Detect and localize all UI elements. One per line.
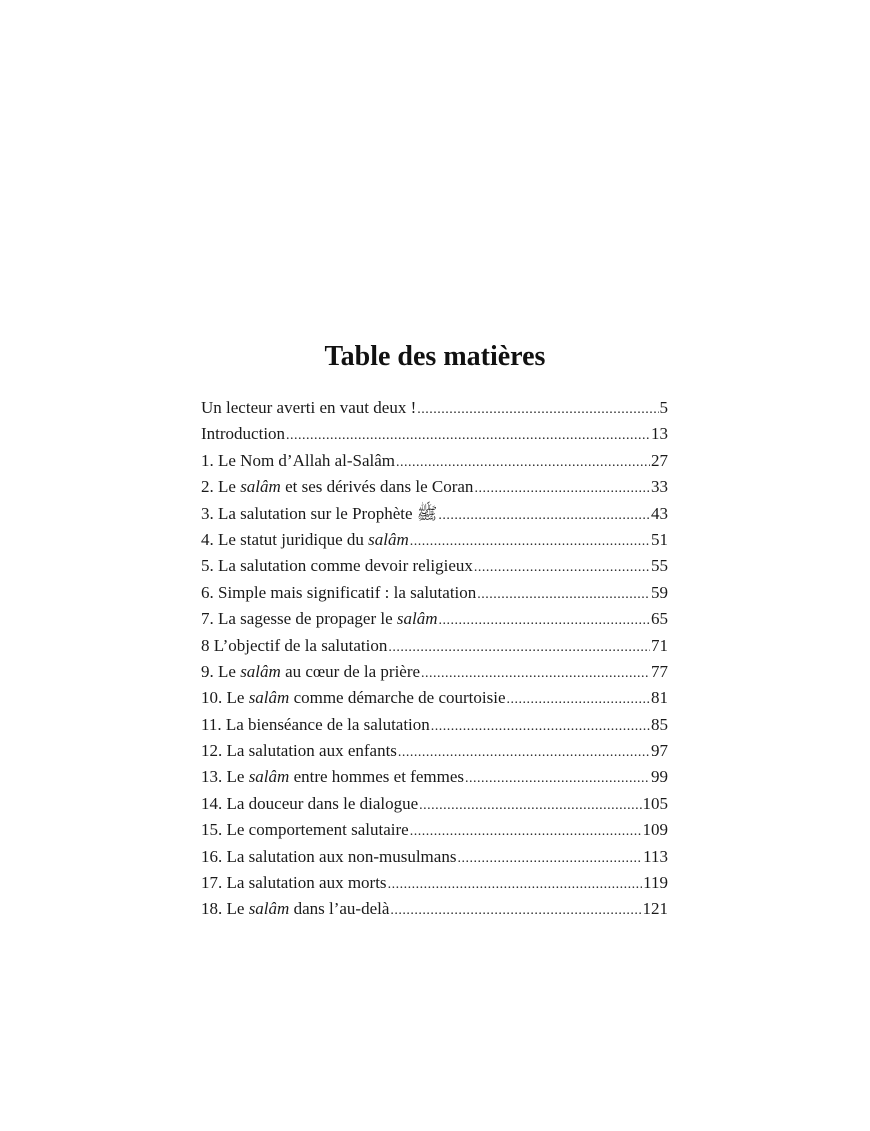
toc-entry-page-number: 85: [651, 714, 668, 734]
toc-entry: [201, 580, 668, 606]
toc-entry: [201, 553, 668, 579]
dot-leader: [390, 898, 641, 924]
toc-entry-title: 1. Le Nom d’Allah al-Salâm: [201, 450, 396, 470]
dot-leader: [417, 397, 658, 423]
toc-entry-page-number: 5: [659, 398, 668, 417]
toc-entry-title: 6. Simple mais significatif : la salutation: [201, 582, 477, 602]
toc-entry: [201, 685, 668, 711]
toc-entry-page-number: 51: [651, 529, 668, 549]
toc-entry-title: 10. Le salâm comme démarche de courtoisie: [201, 688, 506, 708]
toc-entry: [201, 659, 668, 685]
dot-leader: [410, 819, 642, 845]
toc-entry-page-number: 43: [651, 503, 668, 523]
toc-entry-page-number: 99: [651, 767, 668, 787]
toc-entry-title: 8 L’objectif de la salutation: [201, 635, 388, 655]
dot-leader: [465, 766, 650, 792]
dot-leader: [286, 423, 650, 449]
toc-entry-page-number: 27: [651, 450, 668, 470]
toc-entry-title: 3. La salutation sur le Prophète ﷺ: [201, 503, 438, 523]
toc-entry-title: Un lecteur averti en vaut deux !: [201, 398, 417, 417]
dot-leader: [474, 555, 650, 581]
dot-leader: [439, 608, 650, 634]
toc-entry: [201, 870, 668, 896]
dot-leader: [457, 846, 642, 872]
toc-entry-title: 15. Le comportement salutaire: [201, 820, 409, 840]
toc-entry: [201, 633, 668, 659]
toc-entry-title: 4. Le statut juridique du salâm: [201, 529, 409, 549]
toc-entry-title: 16. La salutation aux non-musulmans: [201, 846, 457, 866]
dot-leader: [396, 450, 650, 476]
table-of-contents: [201, 395, 668, 923]
toc-entry-page-number: 105: [642, 793, 668, 813]
toc-entry: [201, 501, 668, 527]
toc-entry-title: 2. Le salâm et ses dérivés dans le Coran: [201, 477, 474, 497]
toc-entry-title: 14. La douceur dans le dialogue: [201, 793, 419, 813]
dot-leader: [474, 476, 650, 502]
dot-leader: [419, 793, 641, 819]
toc-entry-page-number: 113: [643, 846, 668, 866]
toc-entry: [201, 896, 668, 922]
toc-entry-page-number: 119: [643, 873, 668, 893]
toc-entry-page-number: 55: [651, 556, 668, 576]
toc-entry-page-number: 71: [651, 635, 668, 655]
toc-entry: [201, 844, 668, 870]
toc-entry-page-number: 33: [651, 477, 668, 497]
toc-entry-page-number: 97: [651, 741, 668, 761]
dot-leader: [431, 714, 650, 740]
dot-leader: [421, 661, 650, 687]
dot-leader: [398, 740, 650, 766]
dot-leader: [438, 503, 650, 529]
toc-entry: [201, 712, 668, 738]
dot-leader: [388, 635, 650, 661]
dot-leader: [507, 687, 651, 713]
toc-entry-page-number: 59: [651, 582, 668, 602]
toc-entry-title: 17. La salutation aux morts: [201, 873, 387, 893]
toc-entry-title: Introduction: [201, 424, 286, 444]
toc-entry-page-number: 65: [651, 609, 668, 629]
toc-entry-title: 13. Le salâm entre hommes et femmes: [201, 767, 464, 787]
toc-entry-page-number: 13: [651, 424, 668, 444]
toc-entry-title: 7. La sagesse de propager le salâm: [201, 609, 438, 629]
toc-entry-title: 9. Le salâm au cœur de la prière: [201, 661, 421, 681]
toc-entry: [201, 527, 668, 553]
toc-entry: [201, 606, 668, 632]
toc-entry: [201, 421, 668, 447]
toc-entry: [201, 764, 668, 790]
toc-entry-title: 18. Le salâm dans l’au-delà: [201, 899, 390, 919]
toc-entry-title: 11. La bienséance de la salutation: [201, 714, 430, 734]
toc-entry: [201, 738, 668, 764]
toc-entry-page-number: 77: [651, 661, 668, 681]
toc-entry: [201, 448, 668, 474]
toc-entry: [201, 395, 668, 421]
toc-entry: [201, 474, 668, 500]
toc-entry-page-number: 109: [642, 820, 668, 840]
dot-leader: [477, 582, 650, 608]
toc-entry-page-number: 121: [642, 899, 668, 919]
dot-leader: [388, 872, 643, 898]
toc-entry-page-number: 81: [651, 688, 668, 708]
toc-entry: [201, 791, 668, 817]
toc-entry-title: 5. La salutation comme devoir religieux: [201, 556, 473, 576]
toc-entry-title: 12. La salutation aux enfants: [201, 741, 397, 761]
toc-entry: [201, 817, 668, 843]
page-title: Table des matières: [324, 340, 546, 372]
dot-leader: [410, 529, 650, 555]
